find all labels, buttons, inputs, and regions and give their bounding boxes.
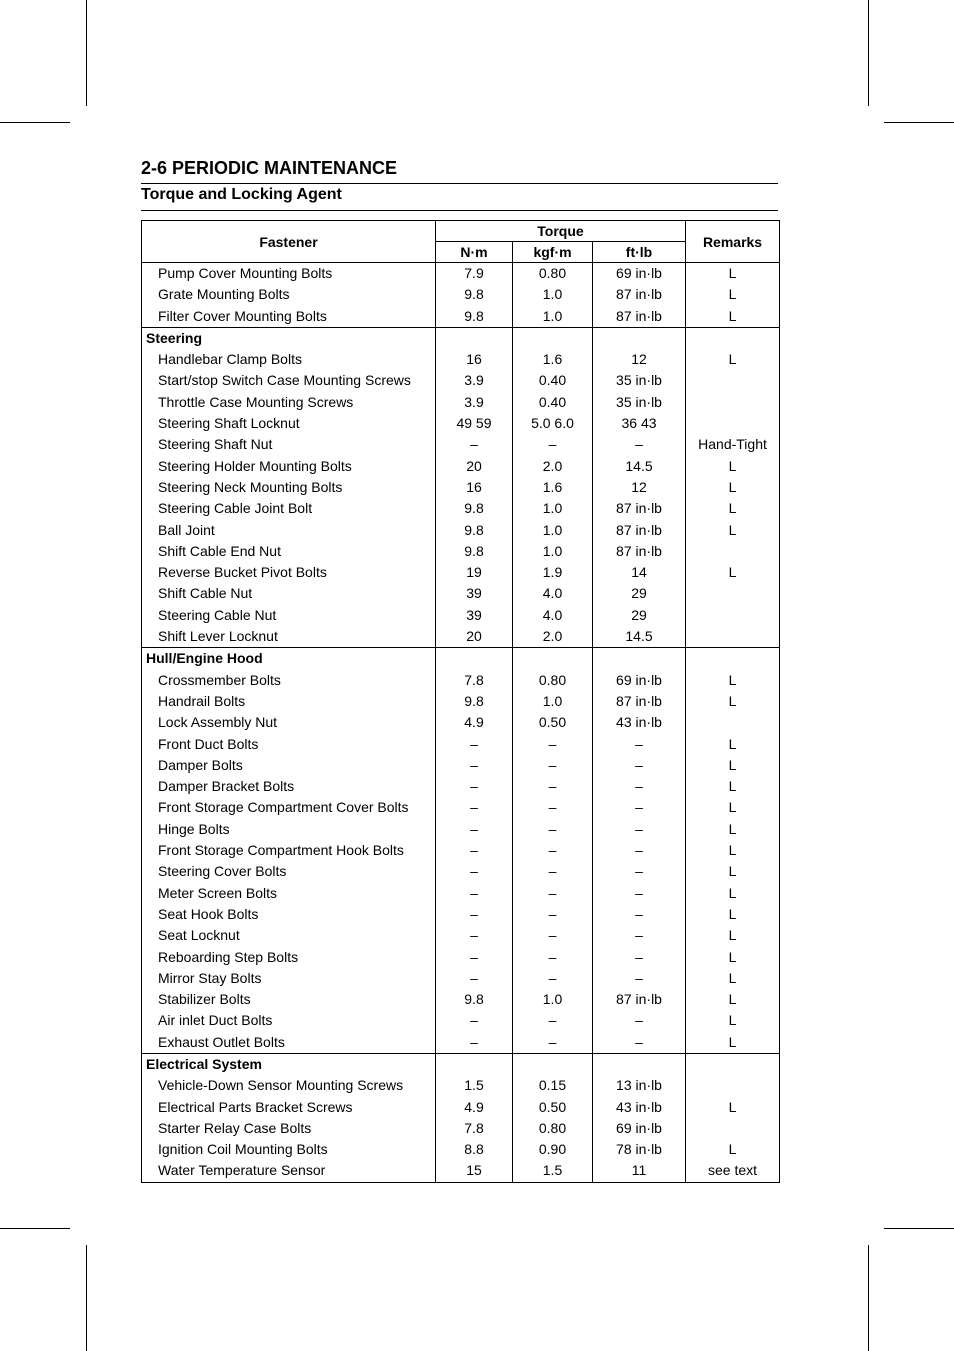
kgfm-value: 4.0 bbox=[513, 583, 593, 604]
ftlb-value: – bbox=[593, 840, 686, 861]
empty-cell bbox=[686, 327, 780, 349]
header-ftlb: ft·lb bbox=[593, 242, 686, 263]
table-row bbox=[142, 306, 780, 328]
fastener: Steering Neck Mounting Bolts bbox=[142, 477, 436, 498]
ftlb-value: – bbox=[593, 819, 686, 840]
nm-value: 39 bbox=[436, 583, 513, 604]
ftlb-value: 14.5 bbox=[593, 626, 686, 648]
table-row bbox=[142, 1139, 780, 1160]
fastener: Steering Cable Joint Bolt bbox=[142, 498, 436, 519]
ftlb-value: 43 in·lb bbox=[593, 712, 686, 733]
kgfm-value: 1.5 bbox=[513, 1160, 593, 1182]
table-row bbox=[142, 456, 780, 477]
divider bbox=[141, 210, 778, 211]
table-row bbox=[142, 947, 780, 968]
table-row bbox=[142, 1160, 780, 1182]
table-row bbox=[142, 968, 780, 989]
nm-value: – bbox=[436, 861, 513, 882]
nm-value: 8.8 bbox=[436, 1139, 513, 1160]
kgfm-value: 1.0 bbox=[513, 306, 593, 328]
table-row bbox=[142, 434, 780, 455]
fastener: Seat Hook Bolts bbox=[142, 904, 436, 925]
ftlb-value: – bbox=[593, 1032, 686, 1054]
fastener: Starter Relay Case Bolts bbox=[142, 1118, 436, 1139]
kgfm-value: – bbox=[513, 797, 593, 818]
empty-cell bbox=[593, 1053, 686, 1075]
kgfm-value: 1.6 bbox=[513, 349, 593, 370]
ftlb-value: – bbox=[593, 968, 686, 989]
kgfm-value: – bbox=[513, 734, 593, 755]
remarks-value bbox=[686, 1118, 780, 1139]
remarks-value: L bbox=[686, 520, 780, 541]
fastener: Handlebar Clamp Bolts bbox=[142, 349, 436, 370]
remarks-value: L bbox=[686, 498, 780, 519]
nm-value: – bbox=[436, 819, 513, 840]
crop-mark bbox=[868, 0, 869, 106]
fastener: Shift Cable End Nut bbox=[142, 541, 436, 562]
kgfm-value: 5.0 6.0 bbox=[513, 413, 593, 434]
table-header bbox=[142, 221, 780, 263]
crop-mark bbox=[0, 1228, 70, 1229]
table-row bbox=[142, 583, 780, 604]
empty-cell bbox=[593, 648, 686, 670]
ftlb-value: 87 in·lb bbox=[593, 306, 686, 328]
fastener: Air inlet Duct Bolts bbox=[142, 1010, 436, 1031]
kgfm-value: – bbox=[513, 840, 593, 861]
group-title: Electrical System bbox=[142, 1053, 436, 1075]
fastener: Front Storage Compartment Hook Bolts bbox=[142, 840, 436, 861]
group-title: Hull/Engine Hood bbox=[142, 648, 436, 670]
fastener: Water Temperature Sensor bbox=[142, 1160, 436, 1182]
nm-value: 19 bbox=[436, 562, 513, 583]
fastener: Grate Mounting Bolts bbox=[142, 284, 436, 305]
crop-mark bbox=[86, 0, 87, 106]
fastener: Front Duct Bolts bbox=[142, 734, 436, 755]
table-row bbox=[142, 819, 780, 840]
ftlb-value: 12 bbox=[593, 349, 686, 370]
crop-mark bbox=[884, 1228, 954, 1229]
nm-value: 20 bbox=[436, 626, 513, 648]
group-header-row bbox=[142, 1053, 780, 1075]
fastener: Steering Cable Nut bbox=[142, 605, 436, 626]
table-row bbox=[142, 1118, 780, 1139]
ftlb-value: – bbox=[593, 1010, 686, 1031]
kgfm-value: 1.0 bbox=[513, 284, 593, 305]
table-row bbox=[142, 370, 780, 391]
table-group bbox=[142, 327, 780, 647]
table-row bbox=[142, 392, 780, 413]
table-row bbox=[142, 755, 780, 776]
ftlb-value: 35 in·lb bbox=[593, 370, 686, 391]
kgfm-value: – bbox=[513, 1032, 593, 1054]
remarks-value: L bbox=[686, 904, 780, 925]
remarks-value: L bbox=[686, 349, 780, 370]
table-row bbox=[142, 626, 780, 648]
empty-cell bbox=[686, 648, 780, 670]
section-title: Torque and Locking Agent bbox=[141, 186, 342, 203]
header-nm: N·m bbox=[436, 242, 513, 263]
fastener: Ignition Coil Mounting Bolts bbox=[142, 1139, 436, 1160]
remarks-value: L bbox=[686, 989, 780, 1010]
nm-value: – bbox=[436, 755, 513, 776]
ftlb-value: – bbox=[593, 755, 686, 776]
remarks-value: L bbox=[686, 883, 780, 904]
kgfm-value: 2.0 bbox=[513, 626, 593, 648]
fastener: Exhaust Outlet Bolts bbox=[142, 1032, 436, 1054]
fastener: Meter Screen Bolts bbox=[142, 883, 436, 904]
ftlb-value: 87 in·lb bbox=[593, 691, 686, 712]
remarks-value bbox=[686, 1075, 780, 1096]
remarks-value: L bbox=[686, 947, 780, 968]
table-row bbox=[142, 520, 780, 541]
remarks-value: L bbox=[686, 734, 780, 755]
remarks-value: L bbox=[686, 776, 780, 797]
nm-value: – bbox=[436, 1032, 513, 1054]
empty-cell bbox=[436, 327, 513, 349]
kgfm-value: 0.50 bbox=[513, 712, 593, 733]
nm-value: 16 bbox=[436, 477, 513, 498]
fastener: Steering Shaft Locknut bbox=[142, 413, 436, 434]
ftlb-value: 43 in·lb bbox=[593, 1097, 686, 1118]
header-remarks: Remarks bbox=[686, 221, 780, 263]
nm-value: 9.8 bbox=[436, 306, 513, 328]
fastener: Damper Bolts bbox=[142, 755, 436, 776]
kgfm-value: 0.40 bbox=[513, 370, 593, 391]
ftlb-value: 36 43 bbox=[593, 413, 686, 434]
remarks-value: L bbox=[686, 670, 780, 691]
kgfm-value: 0.80 bbox=[513, 670, 593, 691]
nm-value: – bbox=[436, 883, 513, 904]
fastener: Start/stop Switch Case Mounting Screws bbox=[142, 370, 436, 391]
nm-value: 3.9 bbox=[436, 370, 513, 391]
nm-value: 39 bbox=[436, 605, 513, 626]
empty-cell bbox=[436, 1053, 513, 1075]
fastener: Electrical Parts Bracket Screws bbox=[142, 1097, 436, 1118]
kgfm-value: 0.80 bbox=[513, 263, 593, 285]
table-row bbox=[142, 1097, 780, 1118]
table-row bbox=[142, 1075, 780, 1096]
kgfm-value: 1.0 bbox=[513, 520, 593, 541]
nm-value: 20 bbox=[436, 456, 513, 477]
kgfm-value: 0.80 bbox=[513, 1118, 593, 1139]
ftlb-value: 13 in·lb bbox=[593, 1075, 686, 1096]
ftlb-value: – bbox=[593, 904, 686, 925]
remarks-value: L bbox=[686, 840, 780, 861]
group-header-row bbox=[142, 648, 780, 670]
table-row bbox=[142, 605, 780, 626]
remarks-value bbox=[686, 392, 780, 413]
table-row bbox=[142, 349, 780, 370]
empty-cell bbox=[686, 1053, 780, 1075]
remarks-value: L bbox=[686, 797, 780, 818]
remarks-value: L bbox=[686, 263, 780, 285]
kgfm-value: 4.0 bbox=[513, 605, 593, 626]
fastener: Steering Holder Mounting Bolts bbox=[142, 456, 436, 477]
nm-value: 4.9 bbox=[436, 1097, 513, 1118]
nm-value: – bbox=[436, 776, 513, 797]
remarks-value: L bbox=[686, 755, 780, 776]
fastener: Mirror Stay Bolts bbox=[142, 968, 436, 989]
fastener: Seat Locknut bbox=[142, 925, 436, 946]
nm-value: – bbox=[436, 734, 513, 755]
fastener: Crossmember Bolts bbox=[142, 670, 436, 691]
remarks-value: L bbox=[686, 306, 780, 328]
crop-mark bbox=[868, 1245, 869, 1351]
ftlb-value: 14 bbox=[593, 562, 686, 583]
kgfm-value: 0.50 bbox=[513, 1097, 593, 1118]
kgfm-value: 1.9 bbox=[513, 562, 593, 583]
kgfm-value: 0.15 bbox=[513, 1075, 593, 1096]
fastener: Pump Cover Mounting Bolts bbox=[142, 263, 436, 285]
kgfm-value: – bbox=[513, 968, 593, 989]
table-row bbox=[142, 413, 780, 434]
kgfm-value: 2.0 bbox=[513, 456, 593, 477]
remarks-value bbox=[686, 370, 780, 391]
kgfm-value: 0.90 bbox=[513, 1139, 593, 1160]
table-group bbox=[142, 648, 780, 1054]
ftlb-value: 87 in·lb bbox=[593, 541, 686, 562]
kgfm-value: 1.0 bbox=[513, 691, 593, 712]
ftlb-value: 87 in·lb bbox=[593, 989, 686, 1010]
fastener: Stabilizer Bolts bbox=[142, 989, 436, 1010]
nm-value: 16 bbox=[436, 349, 513, 370]
remarks-value bbox=[686, 712, 780, 733]
remarks-value: L bbox=[686, 477, 780, 498]
header-torque: Torque bbox=[436, 221, 686, 242]
remarks-value bbox=[686, 413, 780, 434]
remarks-value: L bbox=[686, 562, 780, 583]
fastener: Lock Assembly Nut bbox=[142, 712, 436, 733]
ftlb-value: – bbox=[593, 883, 686, 904]
table-row bbox=[142, 284, 780, 305]
ftlb-value: – bbox=[593, 434, 686, 455]
header-fastener: Fastener bbox=[142, 221, 436, 263]
table-row bbox=[142, 776, 780, 797]
table-row bbox=[142, 498, 780, 519]
ftlb-value: 12 bbox=[593, 477, 686, 498]
nm-value: 9.8 bbox=[436, 284, 513, 305]
group-title: Steering bbox=[142, 327, 436, 349]
table-row bbox=[142, 477, 780, 498]
fastener: Damper Bracket Bolts bbox=[142, 776, 436, 797]
kgfm-value: 1.0 bbox=[513, 498, 593, 519]
empty-cell bbox=[593, 327, 686, 349]
remarks-value: L bbox=[686, 1032, 780, 1054]
kgfm-value: – bbox=[513, 861, 593, 882]
fastener: Front Storage Compartment Cover Bolts bbox=[142, 797, 436, 818]
remarks-value bbox=[686, 583, 780, 604]
ftlb-value: 87 in·lb bbox=[593, 284, 686, 305]
remarks-value: L bbox=[686, 284, 780, 305]
kgfm-value: – bbox=[513, 434, 593, 455]
kgfm-value: 1.0 bbox=[513, 541, 593, 562]
remarks-value: L bbox=[686, 1097, 780, 1118]
remarks-value: see text bbox=[686, 1160, 780, 1182]
table-row bbox=[142, 840, 780, 861]
ftlb-value: 14.5 bbox=[593, 456, 686, 477]
ftlb-value: 87 in·lb bbox=[593, 520, 686, 541]
empty-cell bbox=[513, 1053, 593, 1075]
nm-value: 4.9 bbox=[436, 712, 513, 733]
table-row bbox=[142, 883, 780, 904]
nm-value: – bbox=[436, 434, 513, 455]
nm-value: – bbox=[436, 904, 513, 925]
table-row bbox=[142, 1010, 780, 1031]
fastener: Shift Cable Nut bbox=[142, 583, 436, 604]
ftlb-value: 69 in·lb bbox=[593, 1118, 686, 1139]
ftlb-value: 69 in·lb bbox=[593, 263, 686, 285]
fastener: Ball Joint bbox=[142, 520, 436, 541]
table-row bbox=[142, 562, 780, 583]
table-row bbox=[142, 670, 780, 691]
empty-cell bbox=[513, 327, 593, 349]
fastener: Shift Lever Locknut bbox=[142, 626, 436, 648]
nm-value: 1.5 bbox=[436, 1075, 513, 1096]
nm-value: 49 59 bbox=[436, 413, 513, 434]
nm-value: 9.8 bbox=[436, 520, 513, 541]
table-row bbox=[142, 925, 780, 946]
fastener: Filter Cover Mounting Bolts bbox=[142, 306, 436, 328]
kgfm-value: – bbox=[513, 819, 593, 840]
table-row bbox=[142, 904, 780, 925]
table-row bbox=[142, 797, 780, 818]
fastener: Steering Shaft Nut bbox=[142, 434, 436, 455]
nm-value: – bbox=[436, 925, 513, 946]
fastener: Handrail Bolts bbox=[142, 691, 436, 712]
ftlb-value: 11 bbox=[593, 1160, 686, 1182]
nm-value: 9.8 bbox=[436, 989, 513, 1010]
fastener: Throttle Case Mounting Screws bbox=[142, 392, 436, 413]
torque-table bbox=[141, 220, 780, 1183]
remarks-value: L bbox=[686, 1139, 780, 1160]
table-row bbox=[142, 712, 780, 733]
ftlb-value: – bbox=[593, 797, 686, 818]
kgfm-value: – bbox=[513, 947, 593, 968]
nm-value: – bbox=[436, 797, 513, 818]
kgfm-value: – bbox=[513, 883, 593, 904]
nm-value: – bbox=[436, 1010, 513, 1031]
remarks-value: L bbox=[686, 861, 780, 882]
page-title: 2-6 PERIODIC MAINTENANCE bbox=[141, 158, 398, 178]
kgfm-value: 1.0 bbox=[513, 989, 593, 1010]
nm-value: 9.8 bbox=[436, 691, 513, 712]
table-row bbox=[142, 861, 780, 882]
remarks-value: L bbox=[686, 456, 780, 477]
remarks-value bbox=[686, 605, 780, 626]
ftlb-value: 29 bbox=[593, 605, 686, 626]
nm-value: – bbox=[436, 840, 513, 861]
kgfm-value: – bbox=[513, 925, 593, 946]
fastener: Reverse Bucket Pivot Bolts bbox=[142, 562, 436, 583]
crop-mark bbox=[0, 122, 70, 123]
nm-value: 7.8 bbox=[436, 1118, 513, 1139]
ftlb-value: 78 in·lb bbox=[593, 1139, 686, 1160]
kgfm-value: – bbox=[513, 776, 593, 797]
divider bbox=[141, 183, 778, 184]
kgfm-value: – bbox=[513, 1010, 593, 1031]
remarks-value: L bbox=[686, 819, 780, 840]
nm-value: 9.8 bbox=[436, 498, 513, 519]
table-group bbox=[142, 263, 780, 328]
crop-mark bbox=[884, 122, 954, 123]
ftlb-value: 29 bbox=[593, 583, 686, 604]
remarks-value: L bbox=[686, 968, 780, 989]
table-row bbox=[142, 263, 780, 285]
kgfm-value: – bbox=[513, 904, 593, 925]
table-row bbox=[142, 541, 780, 562]
group-header-row bbox=[142, 327, 780, 349]
nm-value: – bbox=[436, 968, 513, 989]
ftlb-value: 35 in·lb bbox=[593, 392, 686, 413]
ftlb-value: – bbox=[593, 947, 686, 968]
nm-value: 15 bbox=[436, 1160, 513, 1182]
nm-value: – bbox=[436, 947, 513, 968]
kgfm-value: – bbox=[513, 755, 593, 776]
table-row bbox=[142, 1032, 780, 1054]
nm-value: 7.8 bbox=[436, 670, 513, 691]
remarks-value: L bbox=[686, 1010, 780, 1031]
fastener: Steering Cover Bolts bbox=[142, 861, 436, 882]
fastener: Hinge Bolts bbox=[142, 819, 436, 840]
nm-value: 9.8 bbox=[436, 541, 513, 562]
empty-cell bbox=[513, 648, 593, 670]
table-row bbox=[142, 691, 780, 712]
ftlb-value: – bbox=[593, 734, 686, 755]
remarks-value bbox=[686, 541, 780, 562]
table-group bbox=[142, 1053, 780, 1182]
kgfm-value: 0.40 bbox=[513, 392, 593, 413]
remarks-value: L bbox=[686, 691, 780, 712]
ftlb-value: 69 in·lb bbox=[593, 670, 686, 691]
nm-value: 7.9 bbox=[436, 263, 513, 285]
table-row bbox=[142, 989, 780, 1010]
remarks-value: Hand-Tight bbox=[686, 434, 780, 455]
fastener: Vehicle-Down Sensor Mounting Screws bbox=[142, 1075, 436, 1096]
nm-value: 3.9 bbox=[436, 392, 513, 413]
ftlb-value: – bbox=[593, 925, 686, 946]
empty-cell bbox=[436, 648, 513, 670]
table-row bbox=[142, 734, 780, 755]
kgfm-value: 1.6 bbox=[513, 477, 593, 498]
header-kgfm: kgf·m bbox=[513, 242, 593, 263]
crop-mark bbox=[86, 1245, 87, 1351]
fastener: Reboarding Step Bolts bbox=[142, 947, 436, 968]
remarks-value: L bbox=[686, 925, 780, 946]
remarks-value bbox=[686, 626, 780, 648]
ftlb-value: 87 in·lb bbox=[593, 498, 686, 519]
ftlb-value: – bbox=[593, 861, 686, 882]
ftlb-value: – bbox=[593, 776, 686, 797]
